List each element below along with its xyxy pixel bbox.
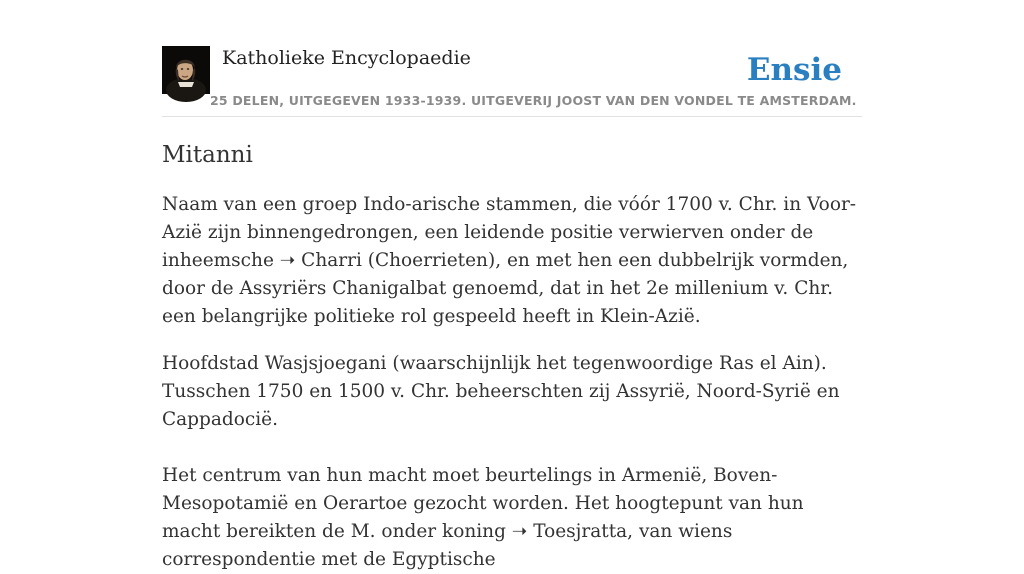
site-subtitle: 25 DELEN, UITGEGEVEN 1933-1939. UITGEVERIJ JOOST VAN DEN VONDEL TE AMSTERDAM.: [210, 93, 857, 108]
article: [162, 139, 862, 574]
article-paragraph-1: Naam van een groep Indo-arische stammen, die vóór 1700 v. Chr. in Voor-Azië zijn binnengedrongen, een leidende positie verwierven onder de inheemsche ➝ Charri (Choerrieten), en met hen een dubbelrijk vormden, door de Assyriërs Chanigalbat genoemd, dat in het 2e millenium v. Chr. een belangrijke politieke rol gespeeld heeft in Klein-Azië.: [162, 194, 857, 327]
article-paragraph-3: Het centrum van hun macht moet beurtelings in Armenië, Boven-Mesopotamië en Oerartoe gezocht worden. Het hoogtepunt van hun macht bereikten de M. onder koning ➝ Toesjratta, van wiens correspondentie met de Egyptische: [162, 465, 804, 570]
article-title: Mitanni: [162, 142, 253, 168]
article-paragraph-2: Hoofdstad Wasjsjoegani (waarschijnlijk het tegenwoordige Ras el Ain). Tusschen 1750 en 1500 v. Chr. beheerschten zij Assyrië, Noord-Syrië en Cappadocië.: [162, 353, 840, 430]
site-header: [162, 46, 862, 117]
portrait-icon: [162, 46, 210, 94]
brand-logo[interactable]: Ensie: [746, 52, 842, 88]
avatar[interactable]: [162, 46, 210, 94]
site-title[interactable]: Katholieke Encyclopaedie: [222, 47, 471, 69]
